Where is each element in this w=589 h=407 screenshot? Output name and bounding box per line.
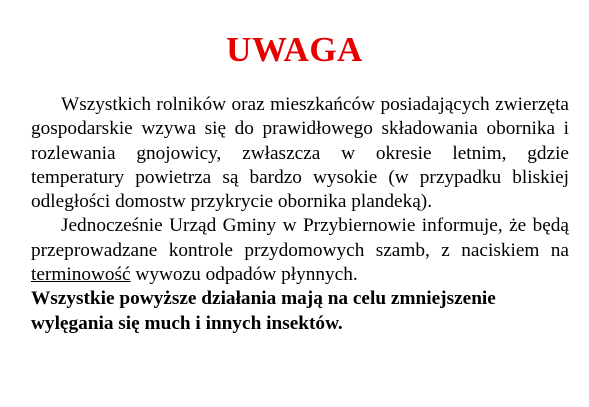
paragraph-farmers: Wszystkich rolników oraz mieszkańców posiadających zwierzęta gospodarskie wzywa się do prawidłowego składowania obornika i rozlewania gnojowicy, zwłaszcza w okresie letnim, gdzie temperatury powietrza są bardzo wysokie (w przypadku bliskiej odległości domostw przykrycie obornika plandeką). xyxy=(31,94,569,213)
notice-title: UWAGA xyxy=(226,30,363,69)
notice-body xyxy=(31,93,569,336)
underlined-word: terminowość xyxy=(31,264,131,286)
paragraph-inspections-end: wywozu odpadów płynnych. xyxy=(130,264,358,286)
bold-statement: Wszystkie powyższe działania mają na celu zmniejszenie wylęgania się much i innych insektów. xyxy=(31,288,496,334)
paragraph-inspections-start: Jednocześnie Urząd Gminy w Przybiernowie informuje, że będą przeprowadzane kontrole przydomowych szamb, z naciskiem na xyxy=(31,215,569,261)
paragraph-inspections xyxy=(31,214,569,287)
